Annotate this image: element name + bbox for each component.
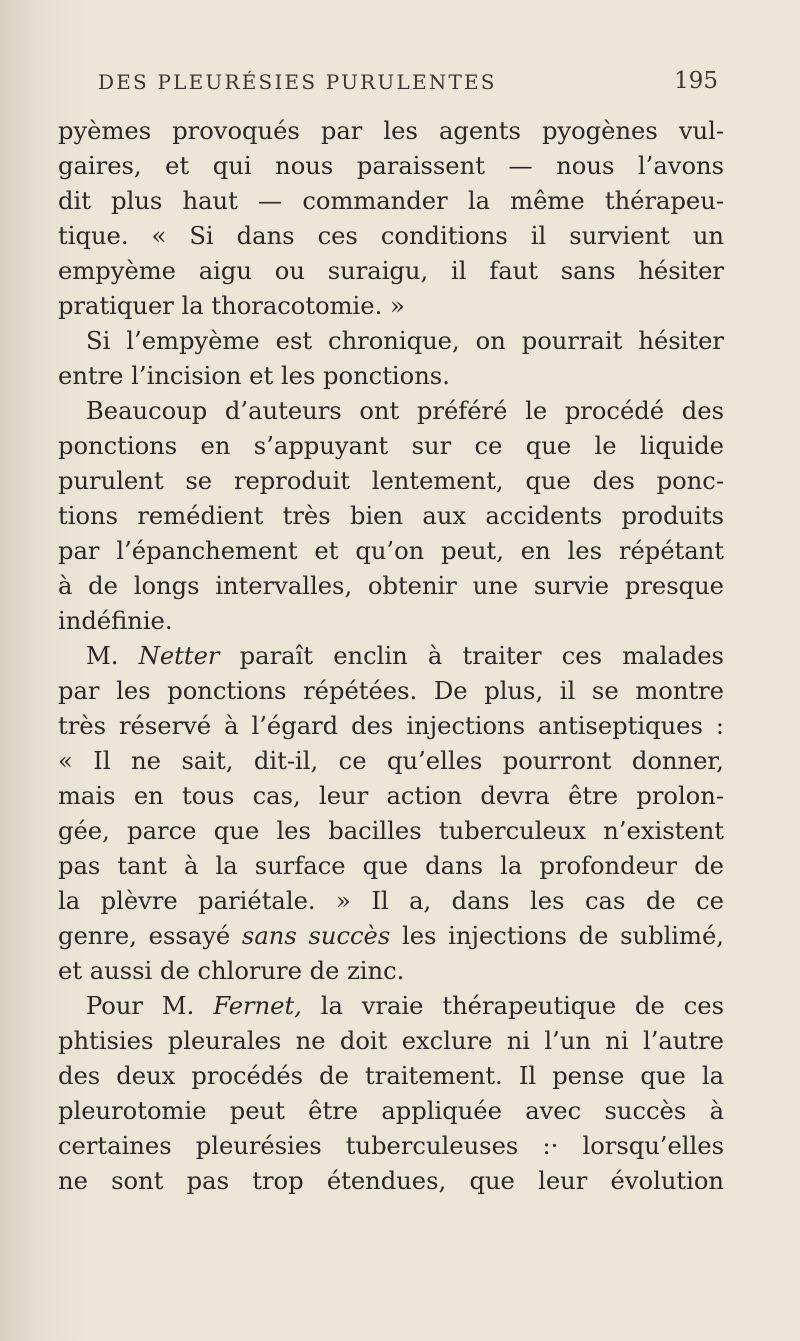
text-line: ponctions en s’appuyant sur ce que le liquide — [58, 432, 724, 460]
text-line: indéfinie. — [58, 607, 173, 635]
author-prefix: Pour M. — [86, 992, 195, 1020]
text-line: par les ponctions répétées. De plus, il se montre — [58, 677, 724, 705]
text-fragment: les injections de sublimé, — [402, 922, 724, 950]
text-line: des deux procédés de traitement. Il pense que la — [58, 1062, 724, 1090]
emphasis-sans-succes: sans succès — [241, 922, 391, 950]
text-line: à de longs intervalles, obtenir une survie presque — [58, 572, 724, 600]
text-line: entre l’incision et les ponctions. — [58, 362, 450, 390]
text-fragment: la vraie thérapeutique de ces — [320, 992, 725, 1020]
text-line: gaires, et qui nous paraissent — nous l’avons — [58, 152, 724, 180]
text-line: phtisies pleurales ne doit exclure ni l’un ni l’autre — [58, 1027, 724, 1055]
body-text — [58, 114, 724, 1199]
text-line: la plèvre pariétale. » Il a, dans les cas de ce — [58, 887, 724, 915]
author-name-netter: Netter — [138, 642, 220, 670]
text-line: purulent se reproduit lentement, que des ponc- — [58, 467, 724, 495]
text-line: « Il ne sait, dit-il, ce qu’elles pourront donner, — [58, 747, 724, 775]
text-line: certaines pleurésies tuberculeuses :· lorsqu’elles — [58, 1132, 724, 1160]
text-fragment: paraît enclin à traiter ces malades — [239, 642, 724, 670]
text-line: gée, parce que les bacilles tuberculeux n’existent — [58, 817, 724, 845]
text-line: très réservé à l’égard des injections antiseptiques : — [58, 712, 724, 740]
author-prefix: M. — [86, 642, 119, 670]
text-line — [58, 989, 724, 1024]
text-line: pratiquer la thoracotomie. » — [58, 292, 405, 320]
text-line: pyèmes provoqués par les agents pyogènes vul- — [58, 117, 724, 145]
text-line: empyème aigu ou suraigu, il faut sans hésiter — [58, 257, 724, 285]
text-line: et aussi de chlorure de zinc. — [58, 957, 405, 985]
running-title: DES PLEURÉSIES PURULENTES — [98, 70, 497, 94]
text-line — [58, 639, 724, 674]
text-line: dit plus haut — commander la même thérapeu- — [58, 187, 724, 215]
text-line: par l’épanchement et qu’on peut, en les répétant — [58, 537, 724, 565]
text-line: Beaucoup d’auteurs ont préféré le procédé des — [86, 397, 724, 425]
text-line: ne sont pas trop étendues, que leur évolution — [58, 1167, 724, 1195]
text-line — [58, 919, 724, 954]
author-name-fernet: Fernet, — [213, 992, 302, 1020]
text-line: tique. « Si dans ces conditions il survient un — [58, 222, 724, 250]
text-fragment: genre, essayé — [58, 922, 231, 950]
page-number: 195 — [674, 68, 718, 94]
text-line: Si l’empyème est chronique, on pourrait hésiter — [86, 327, 724, 355]
text-line: tions remédient très bien aux accidents produits — [58, 502, 724, 530]
text-line: pleurotomie peut être appliquée avec succès à — [58, 1097, 724, 1125]
text-line: mais en tous cas, leur action devra être prolon- — [58, 782, 724, 810]
page-header — [98, 66, 718, 102]
text-line: pas tant à la surface que dans la profondeur de — [58, 852, 724, 880]
